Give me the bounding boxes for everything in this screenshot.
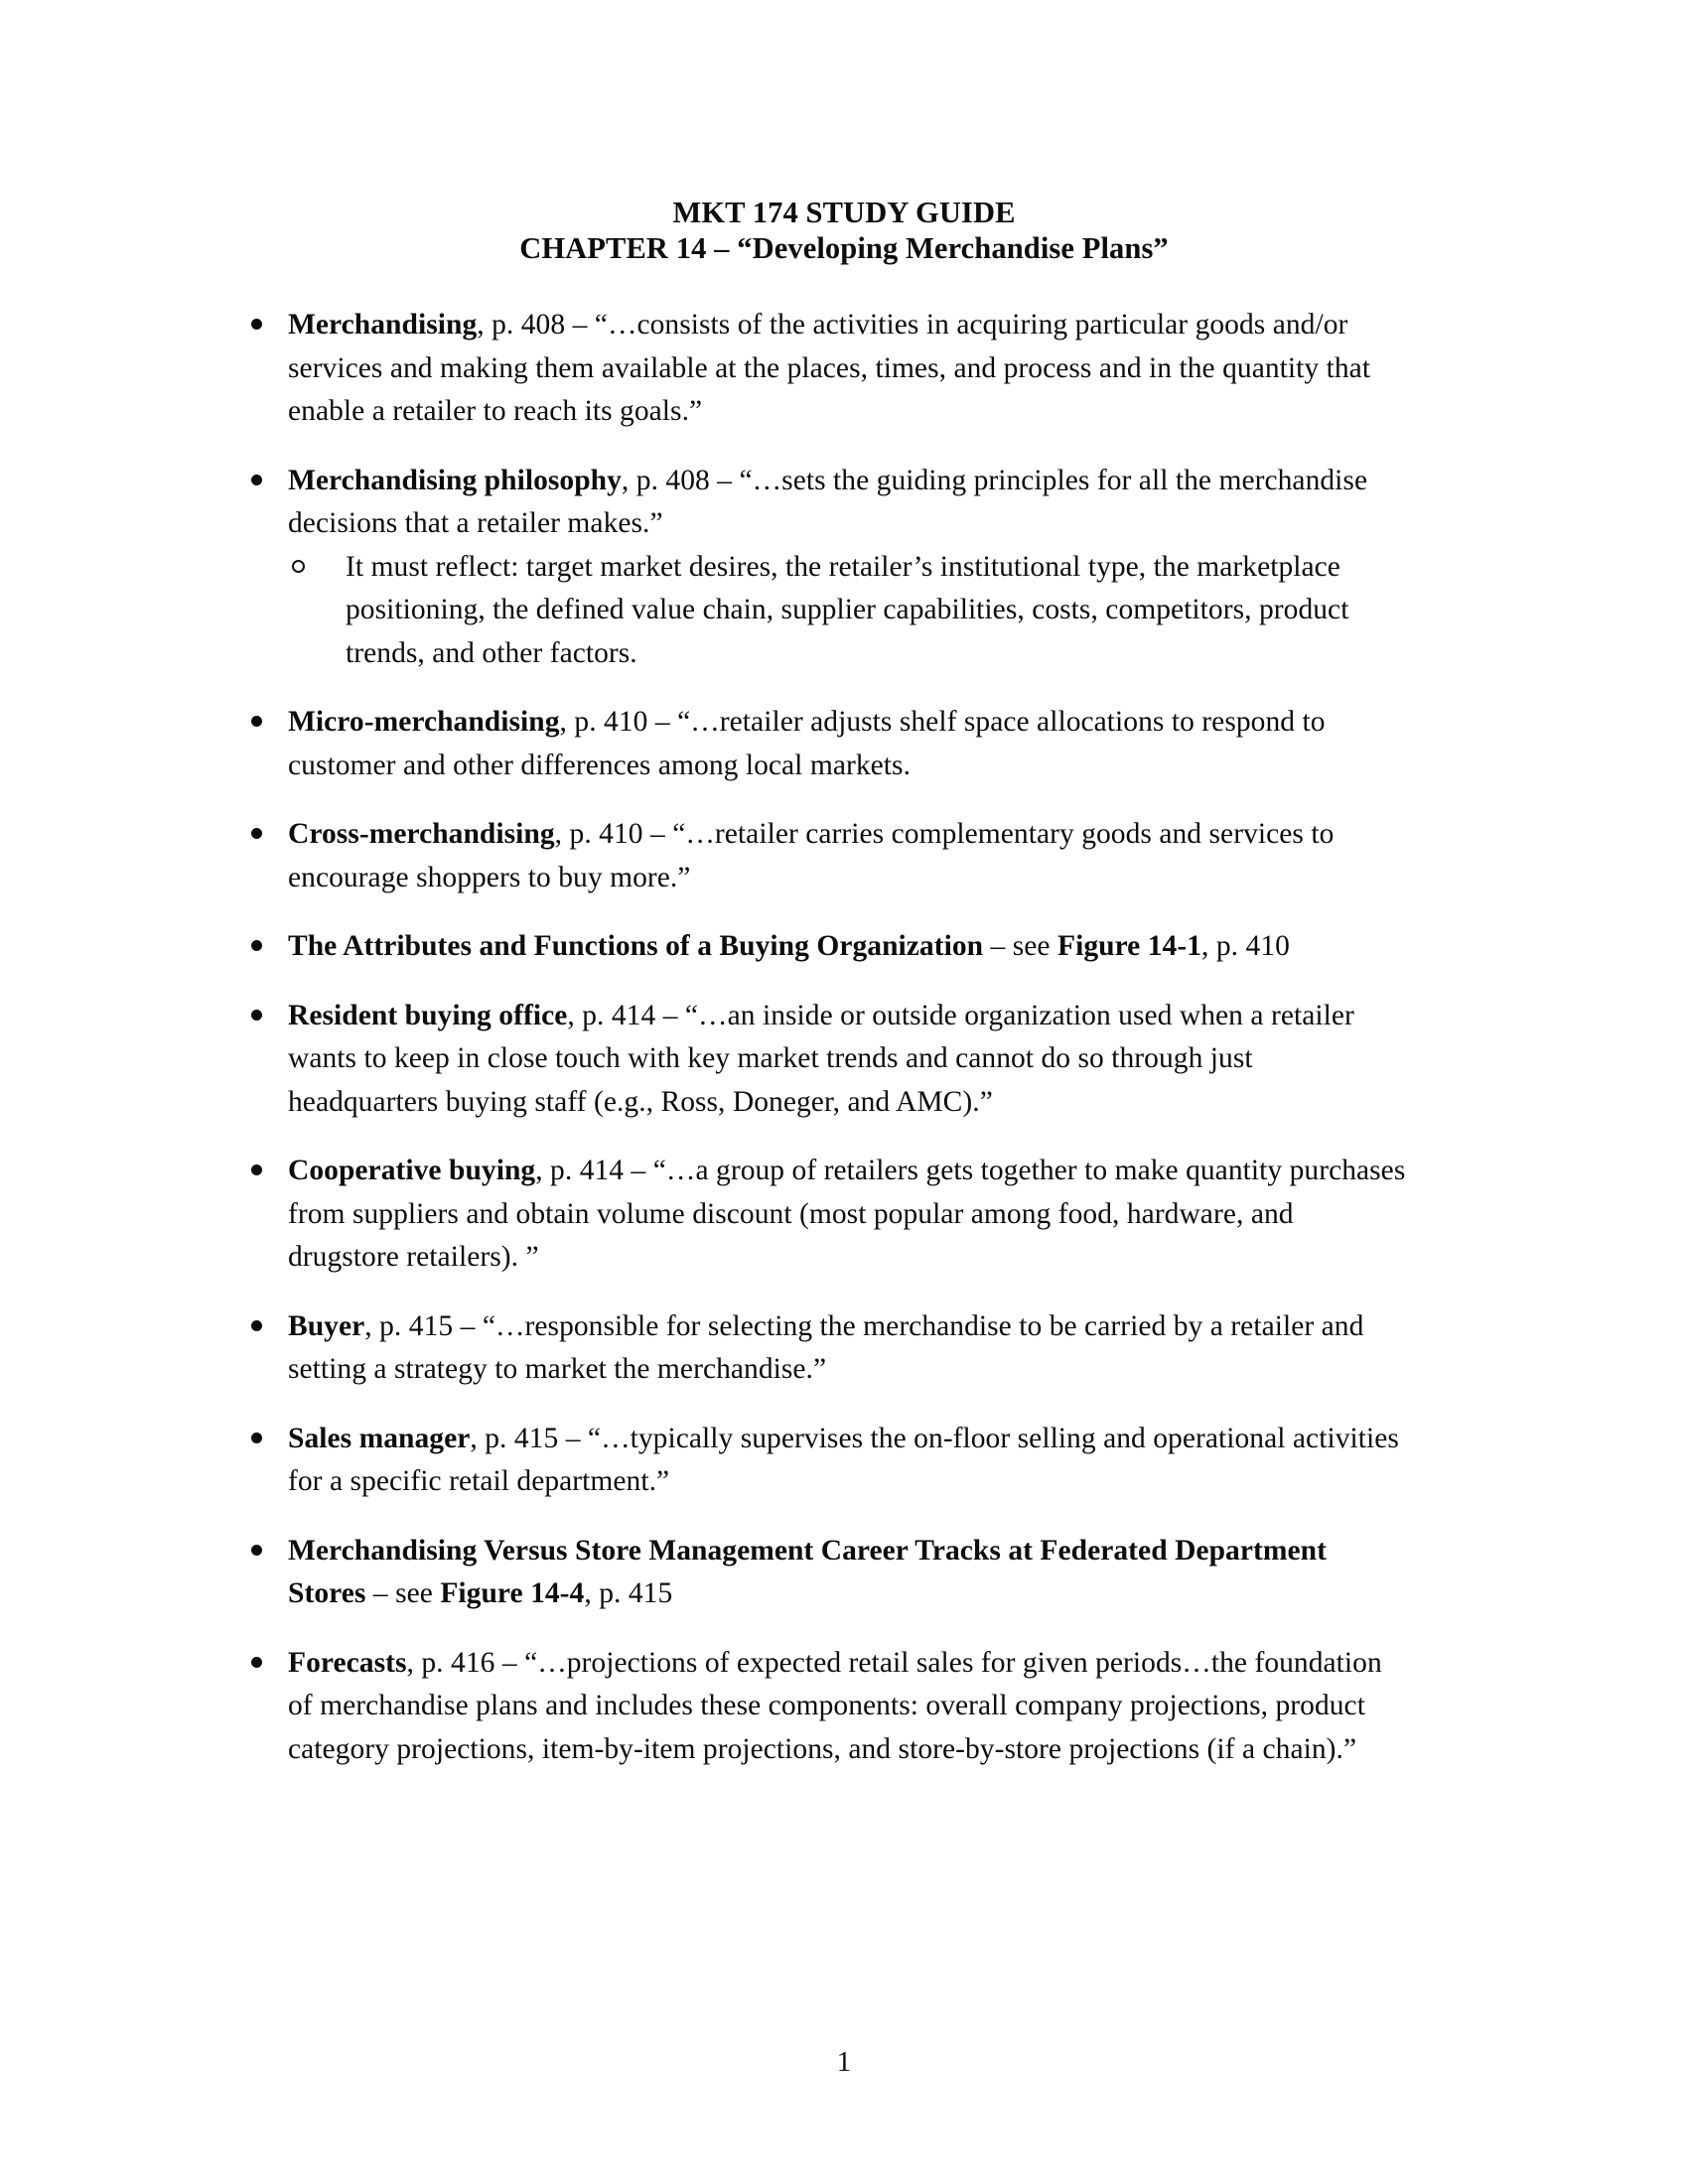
bullet-marker-icon xyxy=(251,1642,275,1686)
bullet-dot-icon xyxy=(251,1545,262,1556)
sub-bullet-list xyxy=(288,546,1410,676)
bullet-item xyxy=(251,304,1410,434)
bullet-marker-icon xyxy=(251,304,275,347)
bullet-list xyxy=(0,304,1688,1771)
document-title-block xyxy=(0,195,1688,266)
bullet-term: Merchandising philosophy xyxy=(288,464,622,496)
bullet-item xyxy=(251,1150,1410,1280)
bullet-definition: , p. 410 – “…retailer carries complementary goods and services to encourage shoppers to buy more.” xyxy=(288,818,1335,893)
bullet-item xyxy=(251,995,1410,1125)
bullet-definition: , p. 415 – “…typically supervises the on-floor selling and operational activities for a specific retail department.” xyxy=(288,1422,1399,1497)
bullet-term: Buyer xyxy=(288,1309,365,1342)
bullet-item xyxy=(251,1418,1410,1504)
bullet-dot-icon xyxy=(251,475,262,485)
bullet-text xyxy=(288,1155,1405,1273)
bullet-item xyxy=(251,1530,1410,1616)
bullet-text xyxy=(288,1310,1363,1386)
bullet-term: Cooperative buying xyxy=(288,1155,536,1186)
bullet-term: Resident buying office xyxy=(288,999,568,1031)
bullet-definition: – see xyxy=(983,930,1057,962)
bullet-text xyxy=(288,1423,1399,1498)
sub-bullet-text: It must reflect: target market desires, the retailer’s institutional type, the marketplace positioning, the defined value chain, supplier capabilities, costs, competitors, product trends, and other factors. xyxy=(346,550,1349,669)
bullet-definition: , p. 414 – “…an inside or outside organization used when a retailer wants to keep in close touch with key market trends and cannot do so through just headquarters buying staff (e.g., Ross, Doneger, and AMC).” xyxy=(288,999,1354,1118)
bullet-text xyxy=(288,1535,1327,1610)
bullet-text xyxy=(288,818,1334,893)
bullet-marker-icon xyxy=(251,1530,275,1573)
bullet-definition: , p. 410 – “…retailer adjusts shelf space allocations to respond to customer and other differences among local markets. xyxy=(288,706,1326,781)
bullet-text xyxy=(288,1647,1382,1765)
title-line-1: MKT 174 STUDY GUIDE xyxy=(672,196,1016,229)
page-number: 1 xyxy=(836,2046,852,2078)
bullet-figure-page: , p. 415 xyxy=(584,1577,673,1609)
bullet-item xyxy=(251,460,1410,676)
bullet-marker-icon xyxy=(251,701,275,745)
bullet-item xyxy=(251,813,1410,899)
bullet-text xyxy=(288,309,1370,427)
bullet-dot-icon xyxy=(251,940,262,951)
bullet-marker-icon xyxy=(251,813,275,857)
bullet-text xyxy=(288,1000,1354,1118)
bullet-dot-icon xyxy=(251,1164,262,1175)
bullet-definition: , p. 414 – “…a group of retailers gets together to make quantity purchases from suppliers and obtain volume discount (most popular among food, hardware, and drugstore retailers). ” xyxy=(288,1155,1406,1273)
bullet-dot-icon xyxy=(251,716,262,727)
bullet-term: Cross-merchandising xyxy=(288,818,555,850)
bullet-item xyxy=(251,925,1410,969)
bullet-text xyxy=(288,706,1326,781)
bullet-dot-icon xyxy=(251,1657,262,1668)
bullet-item xyxy=(251,1642,1410,1772)
bullet-figure-reference: Figure 14-4 xyxy=(440,1577,585,1609)
bullet-term: Merchandising xyxy=(288,309,478,341)
bullet-definition: , p. 416 – “…projections of expected retail sales for given periods…the foundation of merchandise plans and includes these components: overall company projections, product category projections, item-by-item projections, and store-by-store projections (if a chain).” xyxy=(288,1646,1382,1765)
bullet-text xyxy=(288,930,1290,962)
bullet-definition: – see xyxy=(365,1577,441,1609)
bullet-definition: , p. 415 – “…responsible for selecting the merchandise to be carried by a retailer and setting a strategy to market the merchandise.” xyxy=(288,1309,1364,1385)
sub-bullet-marker-icon xyxy=(292,546,305,590)
bullet-term: Micro-merchandising xyxy=(288,706,560,738)
bullet-figure-reference: Figure 14-1 xyxy=(1057,930,1202,962)
bullet-marker-icon xyxy=(251,1418,275,1461)
bullet-figure-page: , p. 410 xyxy=(1201,930,1290,962)
bullet-item xyxy=(251,1305,1410,1392)
title-line-2: CHAPTER 14 – “Developing Merchandise Plans” xyxy=(519,231,1169,265)
bullet-marker-icon xyxy=(251,925,275,969)
bullet-term: Merchandising Versus Store Management Career Tracks at Federated Department Stores xyxy=(288,1534,1327,1609)
bullet-dot-icon xyxy=(251,1433,262,1443)
bullet-dot-icon xyxy=(251,828,262,839)
bullet-term: The Attributes and Functions of a Buying Organization xyxy=(288,930,984,962)
bullet-dot-icon xyxy=(251,1320,262,1331)
bullet-marker-icon xyxy=(251,460,275,503)
bullet-dot-icon xyxy=(251,319,262,330)
bullet-marker-icon xyxy=(251,995,275,1038)
bullet-definition: , p. 408 – “…sets the guiding principles for all the merchandise decisions that a retailer makes.” xyxy=(288,464,1368,539)
bullet-text xyxy=(288,465,1367,540)
bullet-term: Sales manager xyxy=(288,1422,471,1454)
bullet-definition: , p. 408 – “…consists of the activities in acquiring particular goods and/or services and making them available at the places, times, and process and in the quantity that enable a retailer to reach its goals.” xyxy=(288,309,1371,427)
bullet-item xyxy=(251,701,1410,787)
bullet-dot-icon xyxy=(251,1010,262,1021)
sub-bullet-circle-icon xyxy=(292,560,305,573)
sub-bullet-item xyxy=(288,546,1410,676)
bullet-term: Forecasts xyxy=(288,1646,407,1679)
bullet-marker-icon xyxy=(251,1305,275,1349)
bullet-marker-icon xyxy=(251,1150,275,1193)
